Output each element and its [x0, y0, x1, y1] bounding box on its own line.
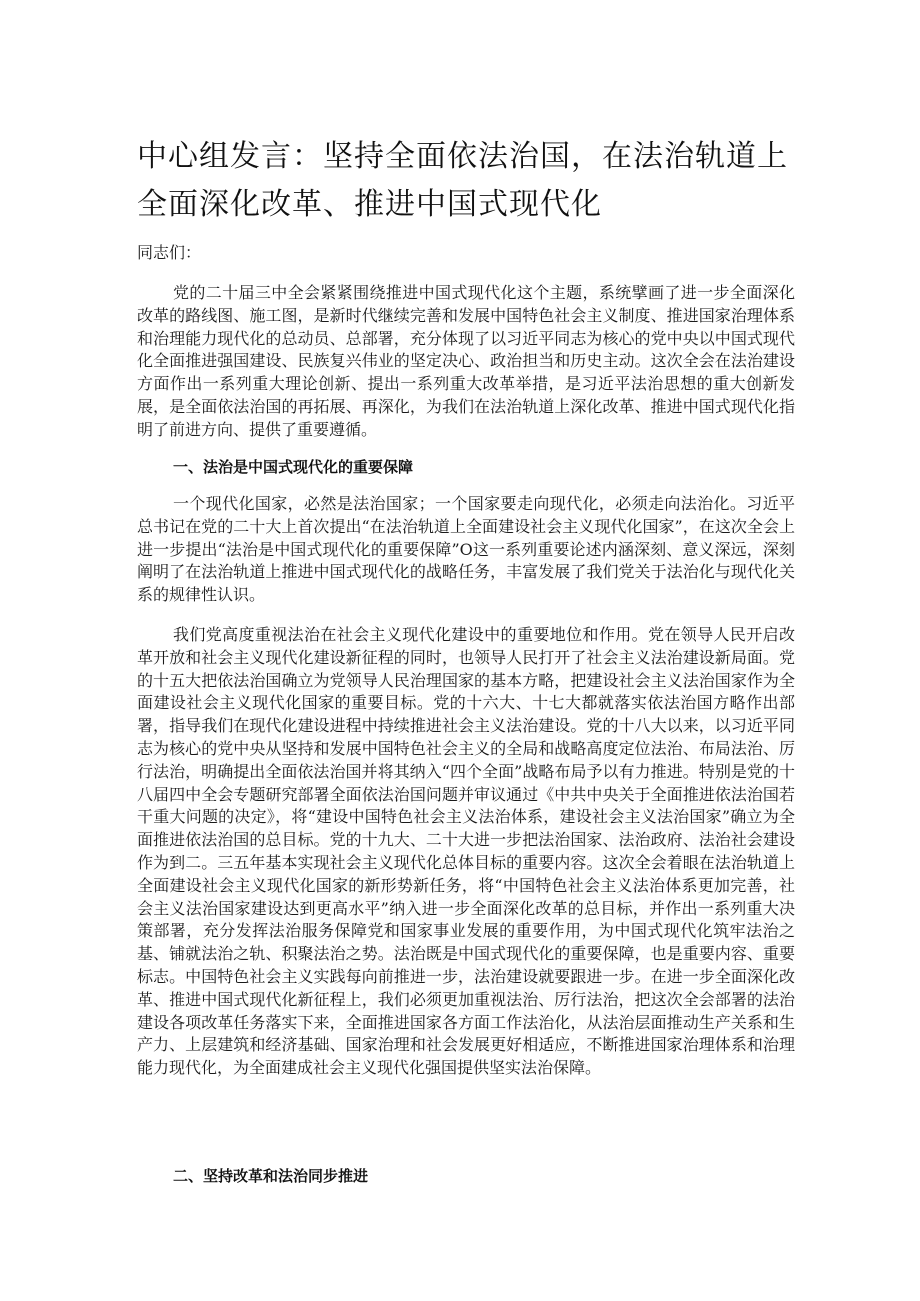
intro-paragraph: 党的二十届三中全会紧紧围绕推进中国式现代化这个主题，系统擘画了进一步全面深化改革的路线图、施工图，是新时代继续完善和发展中国特色社会主义制度、推进国家治理体系和治理能力现代化的总动员、总部署，充分体现了以习近平同志为核心的党中央以中国式现代化全面推进强国建设、民族复兴伟业的坚定决心、政治担当和历史主动。这次全会在法治建设方面作出一系列重大理论创新、提出一系列重大改革举措，是习近平法治思想的重大创新发展，是全面依法治国的再拓展、再深化，为我们在法治轨道上深化改革、推进中国式现代化指明了前进方向、提供了重要遵循。	[137, 283, 795, 439]
section-1-paragraph-1: 一个现代化国家，必然是法治国家；一个国家要走向现代化，必须走向法治化。习近平总书记在党的二十大上首次提出“在法治轨道上全面建设社会主义现代化国家”，在这次全会上进一步提出“法治是中国式现代化的重要保障”O这一系列重要论述内涵深刻、意义深远，深刻阐明了在法治轨道上推进中国式现代化的战略任务，丰富发展了我们党关于法治化与现代化关系的规律性认识。	[137, 494, 795, 605]
section-2-heading: 二、坚持改革和法治同步推进	[173, 1167, 369, 1185]
document-title: 中心组发言：坚持全面依法治国，在法治轨道上全面深化改革、推进中国式现代化	[137, 139, 788, 222]
section-1-paragraph-2: 我们党高度重视法治在社会主义现代化建设中的重要地位和作用。党在领导人民开启改革开放和社会主义现代化建设新征程的同时，也领导人民打开了社会主义法治建设新局面。党的十五大把依法治国确立为党领导人民治理国家的基本方略，把建设社会主义法治国家作为全面建设社会主义现代化国家的重要目标。党的十六大、十七大都就落实依法治国方略作出部署，指导我们在现代化建设进程中持续推进社会主义法治建设。党的十八大以来，以习近平同志为核心的党中央从坚持和发展中国特色社会主义的全局和战略高度定位法治、布局法治、厉行法治，明确提出全面依法治国并将其纳入“四个全面”战略布局予以有力推进。特别是党的十八届四中全会专题研究部署全面依法治国问题并审议通过《中共中央关于全面推进依法治国若干重大问题的决定》，将“建设中国特色社会主义法治体系，建设社会主义法治国家”确立为全面推进依法治国的总目标。党的十九大、二十大进一步把法治国家、法治政府、法治社会建设作为到二。三五年基本实现社会主义现代化总体目标的重要内容。这次全会着眼在法治轨道上全面建设社会主义现代化国家的新形势新任务，将“中国特色社会主义法治体系更加完善，社会主义法治国家建设达到更高水平”纳入进一步全面深化改革的总目标，并作出一系列重大决策部署，充分发挥法治服务保障党和国家事业发展的重要作用，为中国式现代化筑牢法治之基、铺就法治之轨、积聚法治之势。法治既是中国式现代化的重要保障，也是重要内容、重要标志。中国特色社会主义实践每向前推进一步，法治建设就要跟进一步。在进一步全面深化改革、推进中国式现代化新征程上，我们必须更加重视法治、厉行法治，把这次全会部署的法治建设各项改革任务落实下来，全面推进国家各方面工作法治化，从法治层面推动生产关系和生产力、上层建筑和经济基础、国家治理和社会发展更好相适应，不断推进国家治理体系和治理能力现代化，为全面建成社会主义现代化强国提供坚实法治保障。	[137, 625, 795, 1078]
salutation: 同志们：	[137, 243, 202, 262]
section-1-heading: 一、法治是中国式现代化的重要保障	[173, 458, 414, 476]
